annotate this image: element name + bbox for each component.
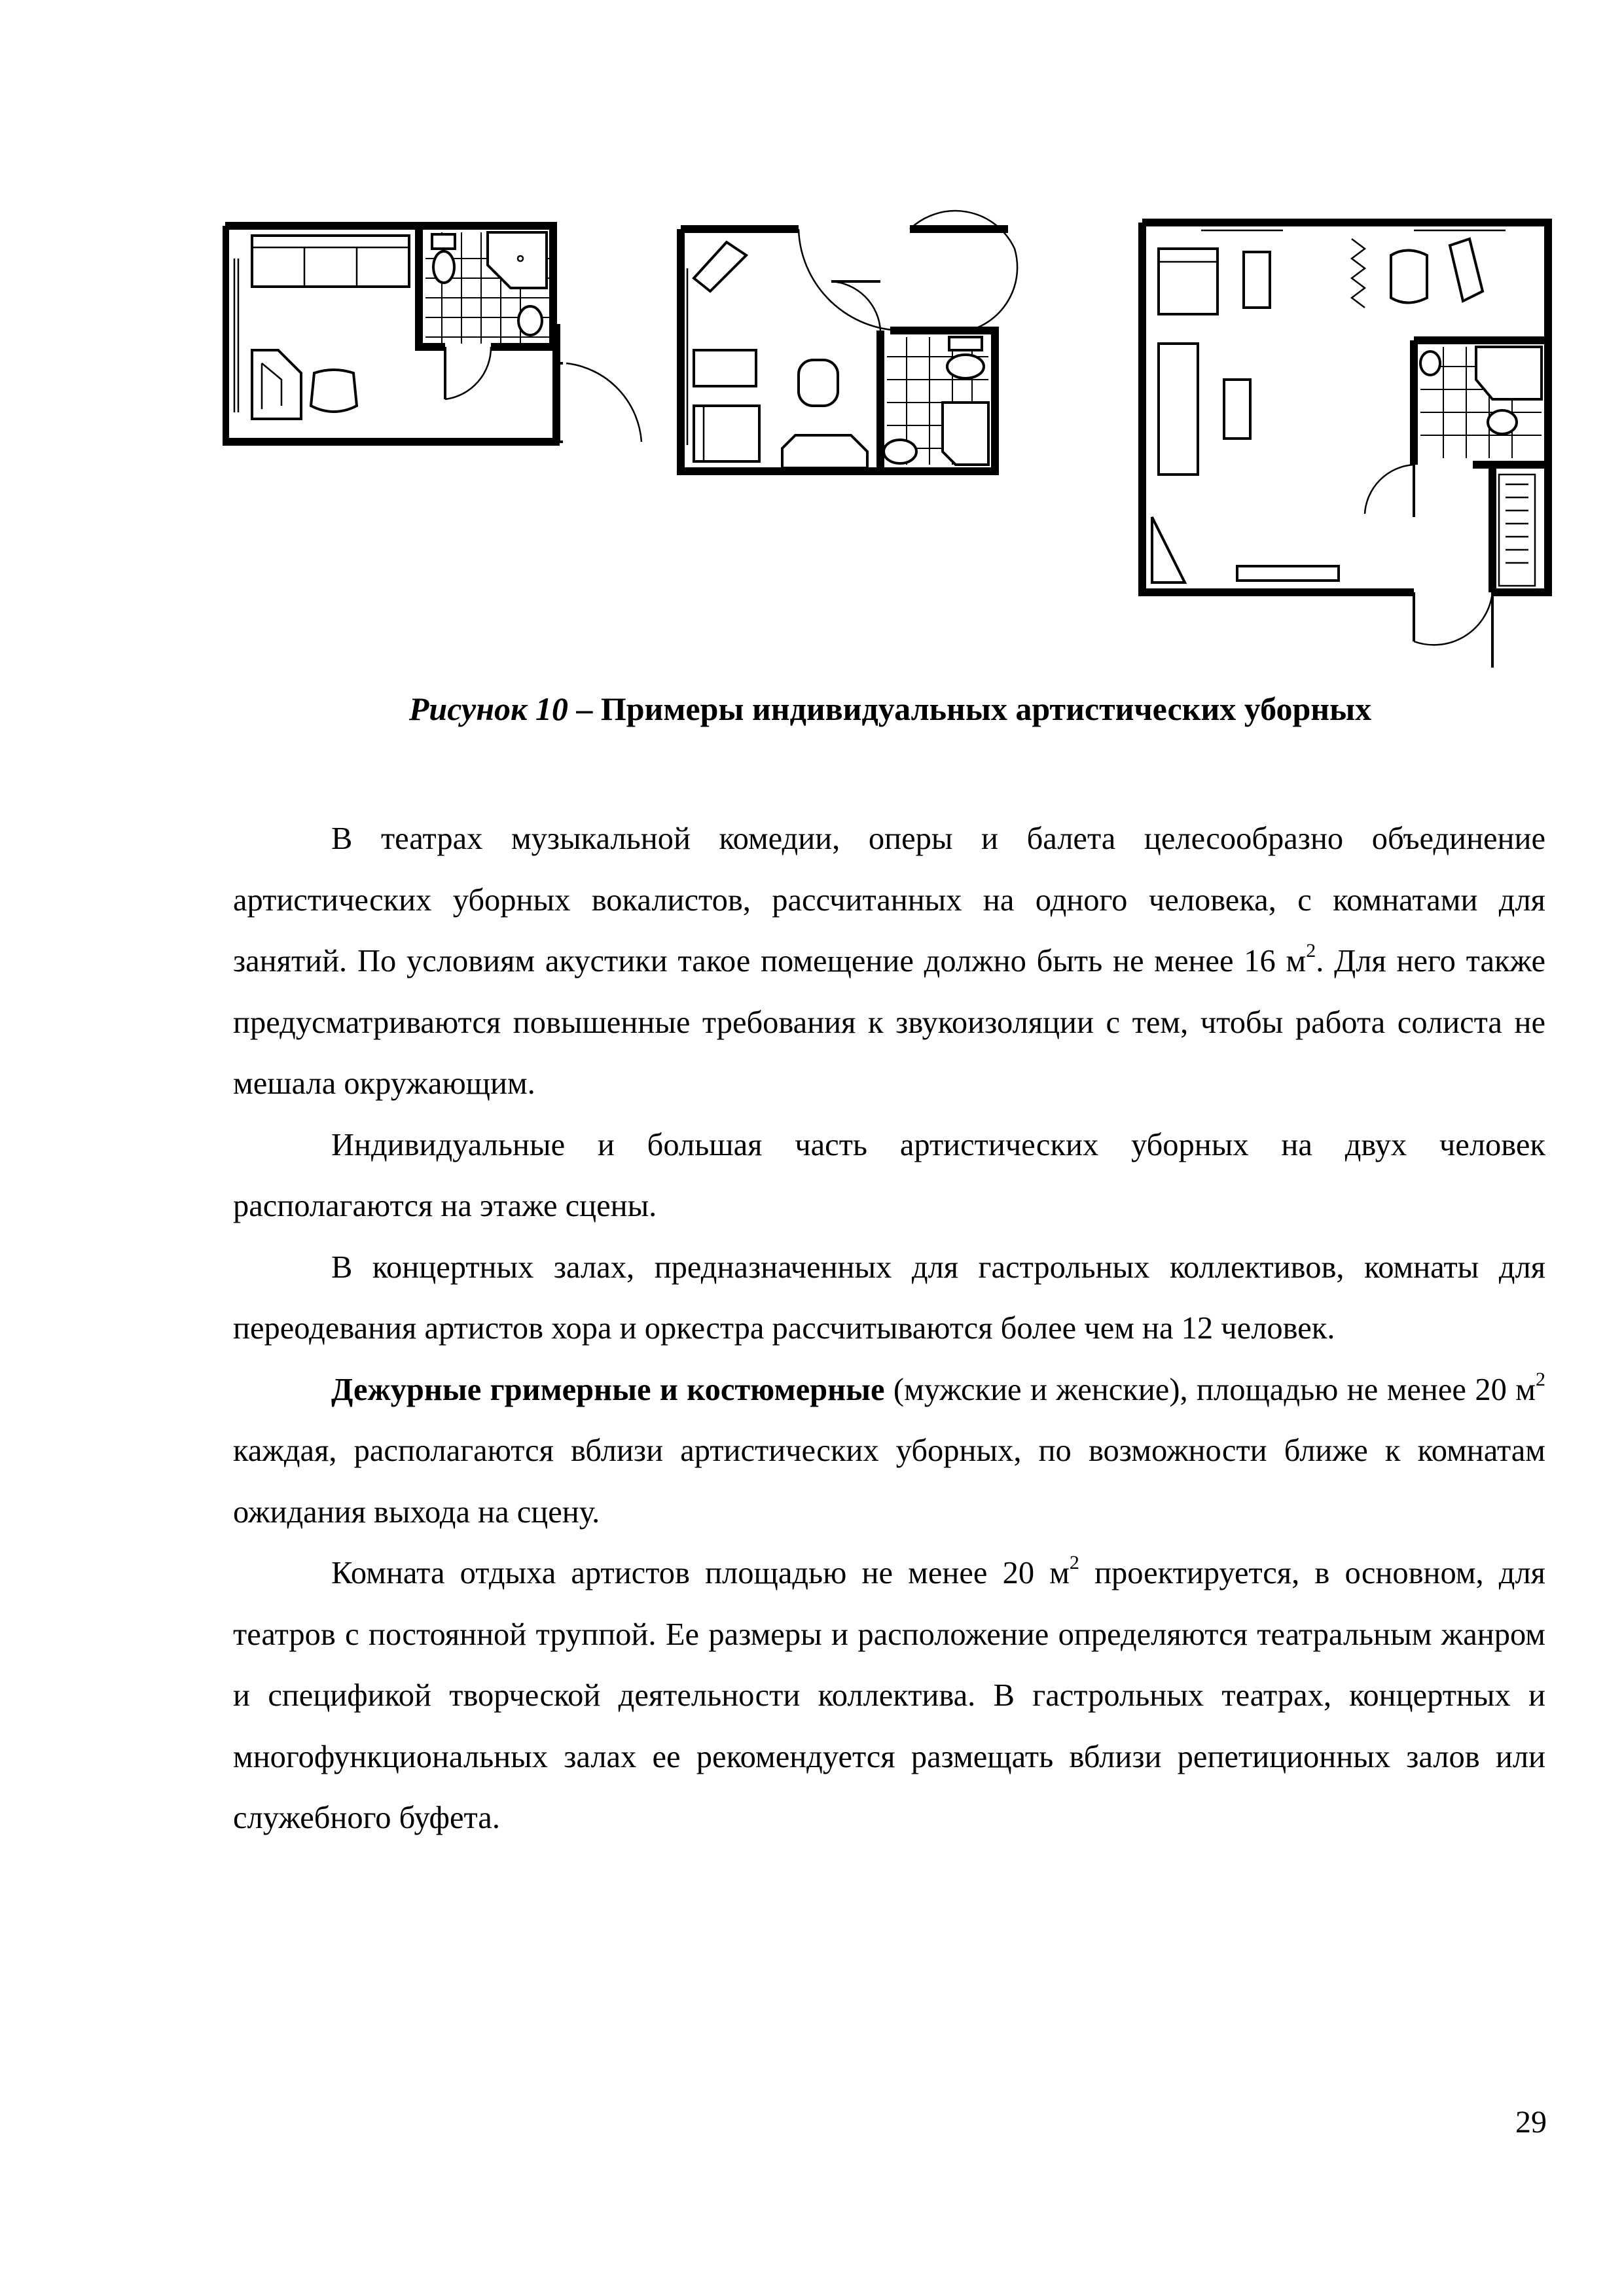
figure-number: Рисунок 10: [408, 691, 568, 727]
superscript-2: 2: [1306, 940, 1316, 961]
paragraph-4: [233, 1359, 1545, 1543]
caption-separator: –: [568, 691, 601, 727]
figure-floor-plans: [223, 209, 1558, 681]
paragraph-4-bold: Дежурные гримерные и костюмерные: [331, 1372, 885, 1407]
page-number: 29: [1515, 2105, 1547, 2140]
figure-caption: [223, 686, 1558, 732]
superscript-2: 2: [1535, 1368, 1545, 1390]
paragraph-1-text-a: В театрах музыкальной комедии, оперы и балета целесообразно объединение артистических уборных вокалистов, рассчитанных на одного человека, с комнатами для занятий. По условиям акустики такое помещение должно быть не менее 16 м: [233, 821, 1545, 978]
paragraph-3: В концертных залах, предназначенных для гастрольных коллективов, комнаты для переодевания артистов хора и оркестра рассчитываются более чем на 12 человек.: [233, 1249, 1545, 1346]
paragraph-4-text-b: каждая, располагаются вблизи артистических уборных, по возможности ближе к комнатам ожидания выхода на сцену.: [233, 1433, 1545, 1530]
figure-title: Примеры индивидуальных артистических уборных: [600, 691, 1372, 727]
superscript-2: 2: [1069, 1552, 1079, 1573]
dressing-room-plan-1: [225, 226, 641, 442]
paragraph-4-text-a: (мужские и женские), площадью не менее 20 м: [884, 1372, 1536, 1407]
paragraph-5-text-a: Комната отдыха артистов площадью не менее 20 м: [331, 1556, 1070, 1590]
dressing-room-plan-2: [681, 211, 1017, 471]
body-text: [233, 808, 1545, 1849]
paragraph-5-text-b: проектируется, в основном, для театров с постоянной труппой. Ее размеры и расположение определяются театральным жанром и спецификой творческой деятельности коллектива. В гастрольных театрах, концертных и многофункциональных залах ее рекомендуется размещать вблизи репетиционных залов или служебного буфета.: [233, 1556, 1545, 1835]
paragraph-2: Индивидуальные и большая часть артистических уборных на двух человек располагаются на этаже сцены.: [233, 1127, 1545, 1223]
dressing-room-plan-3: [1142, 223, 1548, 668]
paragraph-1-text-b: . Для него также предусматриваются повышенные требования к звукоизоляции с тем, чтобы работа солиста не мешала окружающим.: [233, 944, 1545, 1101]
paragraph-1: [233, 808, 1545, 1115]
paragraph-5: [233, 1543, 1545, 1849]
floor-plans-drawing: [223, 209, 1558, 681]
